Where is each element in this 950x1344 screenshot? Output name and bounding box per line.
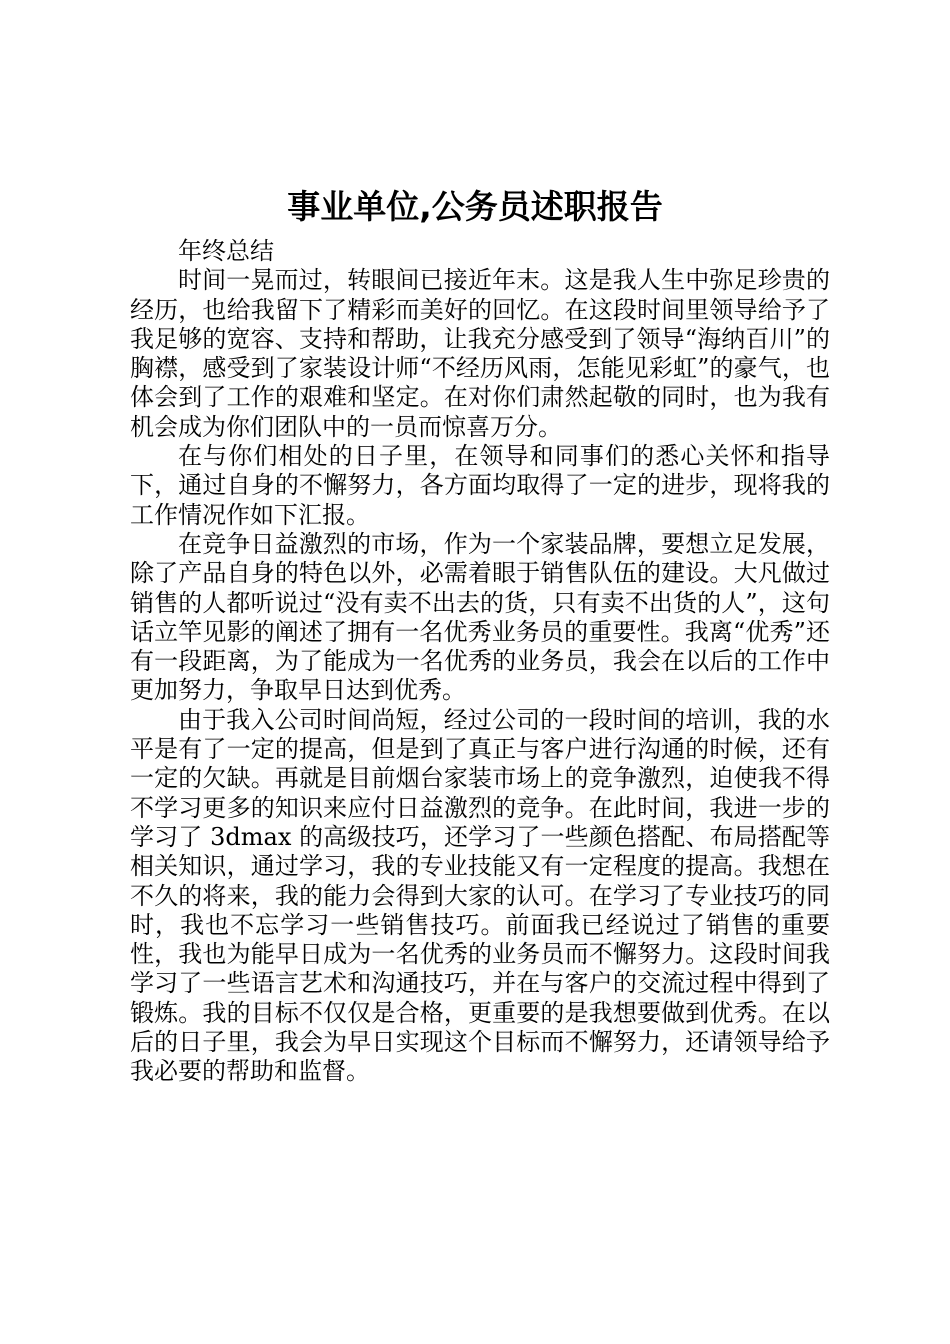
body-paragraph: 时间一晃而过，转眼间已接近年末。这是我人生中弥足珍贵的经历，也给我留下了精彩而美好的回忆。在这段时间里领导给予了我足够的宽容、支持和帮助，让我充分感受到了领导“海纳百川”的胸襟，感受到了家装设计师“不经历风雨，怎能见彩虹”的豪气，也体会到了工作的艰难和坚定。在对你们肃然起敬的同时，也为我有机会成为你们团队中的一员而惊喜万分。 [130, 266, 830, 441]
document-title: 事业单位,公务员述职报告 [287, 187, 663, 226]
body-paragraph: 由于我入公司时间尚短，经过公司的一段时间的培训，我的水平是有了一定的提高，但是到了真正与客户进行沟通的时候，还有一定的欠缺。再就是目前烟台家装市场上的竞争激烈，迫使我不得不学习更多的知识来应付日益激烈的竞争。在此时间，我进一步的学习了 3dmax 的高级技巧，还学习了一些颜色搭配、布局搭配等相关知识，通过学习，我的专业技能又有一定程度的提高。我想在不久的将来，我的能力会得到大家的认可。在学习了专业技巧的同时，我也不忘学习一些销售技巧。前面我已经说过了销售的重要性，我也为能早日成为一名优秀的业务员而不懈努力。这段时间我学习了一些语言艺术和沟通技巧，并在与客户的交流过程中得到了锻炼。我的目标不仅仅是合格，更重要的是我想要做到优秀。在以后的日子里，我会为早日实现这个目标而不懈努力，还请领导给予我必要的帮助和监督。 [130, 705, 830, 1086]
body-paragraph: 在竞争日益激烈的市场，作为一个家装品牌，要想立足发展，除了产品自身的特色以外，必需着眼于销售队伍的建设。大凡做过销售的人都听说过“没有卖不出去的货，只有卖不出货的人”，这句话立竿见影的阐述了拥有一名优秀业务员的重要性。我离“优秀”还有一段距离，为了能成为一名优秀的业务员，我会在以后的工作中更加努力，争取早日达到优秀。 [130, 529, 830, 705]
document-subtitle: 年终总结 [178, 237, 274, 265]
body-paragraph: 在与你们相处的日子里，在领导和同事们的悉心关怀和指导下，通过自身的不懈努力，各方面均取得了一定的进步，现将我的工作情况作如下汇报。 [130, 442, 830, 529]
document-body [130, 237, 830, 1087]
